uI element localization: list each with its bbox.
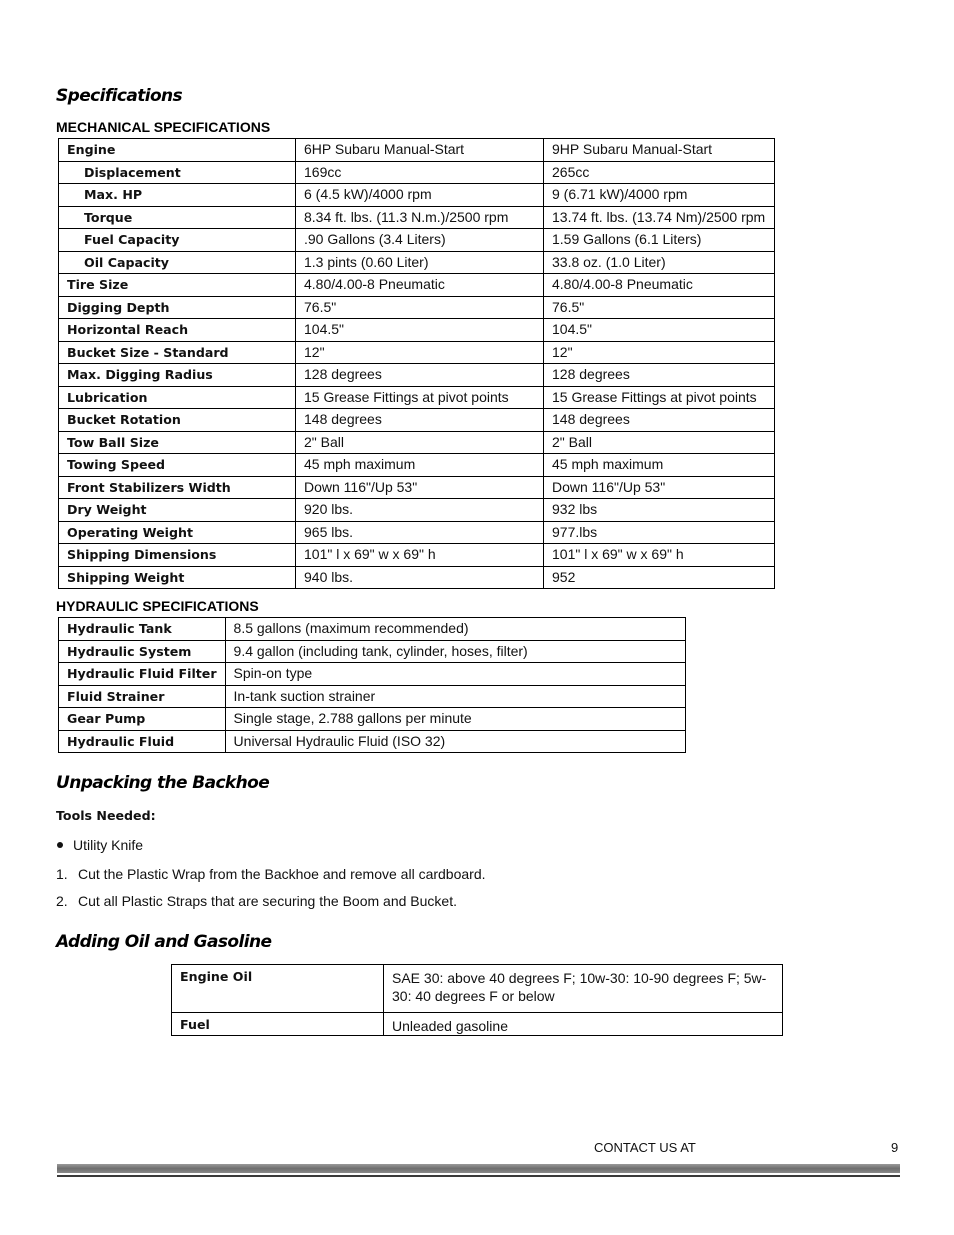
spec-value-6hp: 2" Ball [296,431,544,454]
tools-needed-label: Tools Needed: [56,808,156,823]
spec-value-6hp: 76.5" [296,296,544,319]
hydraulic-specs-heading: HYDRAULIC SPECIFICATIONS [56,598,259,614]
hydraulic-label: Hydraulic Fluid [59,730,226,753]
table-row [59,251,775,274]
table-row [59,274,775,297]
hydraulic-value: 8.5 gallons (maximum recommended) [225,618,685,641]
spec-label: Max. HP [59,184,296,207]
table-row [59,544,775,567]
spec-value-6hp: 148 degrees [296,409,544,432]
table-row [59,499,775,522]
hydraulic-value: Spin-on type [225,663,685,686]
spec-label: Shipping Dimensions [59,544,296,567]
spec-label: Operating Weight [59,521,296,544]
spec-label: Horizontal Reach [59,319,296,342]
spec-value-9hp: 148 degrees [544,409,775,432]
table-row [59,521,775,544]
spec-value-6hp: 45 mph maximum [296,454,544,477]
spec-label: Displacement [59,161,296,184]
table-row [59,685,686,708]
table-row [59,431,775,454]
hydraulic-specs-table [58,617,686,753]
oil-value: SAE 30: above 40 degrees F; 10w-30: 10-90 degrees F; 5w-30: 40 degrees F or below [384,965,783,1013]
hydraulic-label: Hydraulic Fluid Filter [59,663,226,686]
step-number: 2. [56,893,68,909]
spec-value-9hp: 977.lbs [544,521,775,544]
spec-value-9hp: 101" l x 69" w x 69" h [544,544,775,567]
table-row [59,139,775,162]
spec-value-6hp: 920 lbs. [296,499,544,522]
spec-value-6hp: 4.80/4.00-8 Pneumatic [296,274,544,297]
spec-value-9hp: Down 116"/Up 53" [544,476,775,499]
spec-label: Shipping Weight [59,566,296,589]
table-row [59,161,775,184]
spec-value-6hp: 1.3 pints (0.60 Liter) [296,251,544,274]
spec-label: Lubrication [59,386,296,409]
footer-divider-thin [57,1175,900,1177]
spec-value-6hp: 15 Grease Fittings at pivot points [296,386,544,409]
fuel-value: Unleaded gasoline [384,1013,783,1036]
table-row [59,409,775,432]
spec-value-9hp: 104.5" [544,319,775,342]
spec-value-6hp: 6HP Subaru Manual-Start [296,139,544,162]
step-text: Cut the Plastic Wrap from the Backhoe and remove all cardboard. [78,866,486,882]
table-row [59,386,775,409]
oil-fuel-table [171,964,783,1036]
spec-value-9hp: 9 (6.71 kW)/4000 rpm [544,184,775,207]
spec-value-6hp: .90 Gallons (3.4 Liters) [296,229,544,252]
hydraulic-value: Single stage, 2.788 gallons per minute [225,708,685,731]
spec-value-9hp: 9HP Subaru Manual-Start [544,139,775,162]
tool-item: Utility Knife [73,837,144,853]
oil-label: Engine Oil [172,965,384,1013]
page-number: 9 [891,1140,899,1155]
spec-value-9hp: 12" [544,341,775,364]
spec-value-6hp: 6 (4.5 kW)/4000 rpm [296,184,544,207]
hydraulic-label: Gear Pump [59,708,226,731]
footer-divider-thick [57,1164,900,1173]
table-row [59,476,775,499]
step-number: 1. [56,866,68,882]
unpacking-heading: Unpacking the Backhoe [56,773,270,793]
spec-value-9hp: 2" Ball [544,431,775,454]
spec-value-9hp: 13.74 ft. lbs. (13.74 Nm)/2500 rpm [544,206,775,229]
adding-oil-heading: Adding Oil and Gasoline [56,932,272,952]
spec-value-9hp: 15 Grease Fittings at pivot points [544,386,775,409]
spec-value-6hp: 128 degrees [296,364,544,387]
hydraulic-label: Fluid Strainer [59,685,226,708]
spec-label: Dry Weight [59,499,296,522]
spec-value-9hp: 128 degrees [544,364,775,387]
spec-label: Tire Size [59,274,296,297]
spec-label: Digging Depth [59,296,296,319]
table-row [59,341,775,364]
hydraulic-value: 9.4 gallon (including tank, cylinder, hoses, filter) [225,640,685,663]
spec-value-9hp: 952 [544,566,775,589]
spec-value-9hp: 76.5" [544,296,775,319]
hydraulic-value: In-tank suction strainer [225,685,685,708]
contact-text: CONTACT US AT [594,1140,696,1155]
table-row [59,566,775,589]
spec-label: Bucket Size - Standard [59,341,296,364]
table-row [59,364,775,387]
table-row [172,965,783,1013]
table-row [59,454,775,477]
mechanical-specs-table [58,138,775,589]
spec-label: Tow Ball Size [59,431,296,454]
table-row [59,708,686,731]
table-row [59,730,686,753]
hydraulic-label: Hydraulic Tank [59,618,226,641]
table-row [172,1013,783,1036]
spec-value-6hp: 8.34 ft. lbs. (11.3 N.m.)/2500 rpm [296,206,544,229]
table-row [59,184,775,207]
table-row [59,663,686,686]
spec-value-9hp: 33.8 oz. (1.0 Liter) [544,251,775,274]
spec-value-6hp: 101" l x 69" w x 69" h [296,544,544,567]
table-row [59,640,686,663]
spec-label: Oil Capacity [59,251,296,274]
spec-label: Fuel Capacity [59,229,296,252]
spec-value-6hp: 940 lbs. [296,566,544,589]
spec-value-6hp: 169cc [296,161,544,184]
specifications-heading: Specifications [56,86,183,106]
spec-label: Front Stabilizers Width [59,476,296,499]
spec-value-9hp: 4.80/4.00-8 Pneumatic [544,274,775,297]
bullet-dot-icon [57,842,63,848]
step-text: Cut all Plastic Straps that are securing the Boom and Bucket. [78,893,457,909]
table-row [59,206,775,229]
spec-label: Engine [59,139,296,162]
spec-value-9hp: 1.59 Gallons (6.1 Liters) [544,229,775,252]
spec-label: Bucket Rotation [59,409,296,432]
table-row [59,618,686,641]
spec-value-6hp: Down 116"/Up 53" [296,476,544,499]
spec-label: Towing Speed [59,454,296,477]
table-row [59,229,775,252]
spec-value-6hp: 12" [296,341,544,364]
spec-value-9hp: 265cc [544,161,775,184]
fuel-label: Fuel [172,1013,384,1036]
mechanical-specs-heading: MECHANICAL SPECIFICATIONS [56,119,271,135]
hydraulic-label: Hydraulic System [59,640,226,663]
spec-value-6hp: 965 lbs. [296,521,544,544]
spec-value-9hp: 45 mph maximum [544,454,775,477]
spec-value-6hp: 104.5" [296,319,544,342]
table-row [59,319,775,342]
spec-label: Max. Digging Radius [59,364,296,387]
spec-label: Torque [59,206,296,229]
hydraulic-value: Universal Hydraulic Fluid (ISO 32) [225,730,685,753]
table-row [59,296,775,319]
spec-value-9hp: 932 lbs [544,499,775,522]
